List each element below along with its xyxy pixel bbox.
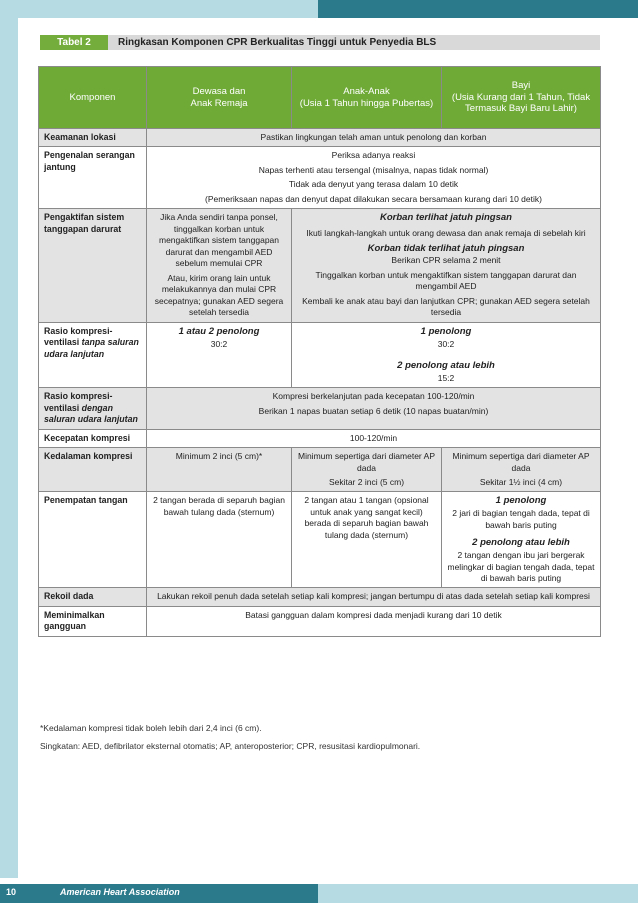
row-pengenalan xyxy=(39,147,601,209)
row-kedalaman-bayi: Minimum sepertiga dari diameter AP dada Sekitar 1½ inci (4 cm) xyxy=(442,448,601,492)
footer-bar xyxy=(0,884,638,903)
row-kedalaman-anak: Minimum sepertiga dari diameter AP dada Sekitar 2 inci (5 cm) xyxy=(292,448,442,492)
row-rasio-tanpa-anak-bayi: 1 penolong 30:2 2 penolong atau lebih 15:2 xyxy=(292,322,601,388)
row-meminimalkan xyxy=(39,606,601,636)
row-label: Meminimalkan gangguan xyxy=(39,606,147,636)
table-title-bar xyxy=(40,35,600,50)
row-keamanan xyxy=(39,129,601,147)
left-decorative-strip xyxy=(0,18,18,878)
row-pengaktifan-anak-bayi: Korban terlihat jatuh pingsan Ikuti langkah-langkah untuk orang dewasa dan anak remaja di sebelah kiri Korban tidak terlihat jatuh pingsan Berikan CPR selama 2 menit Tinggalkan korban untuk mengaktifkan sistem tanggapan darurat dan mengambil AED Kembali ke anak atau bayi dan lanjutkan CPR; gunakan AED segera setelah tersedia xyxy=(292,209,601,322)
row-rasio-tanpa-dewasa: 1 atau 2 penolong 30:2 xyxy=(147,322,292,388)
row-kedalaman xyxy=(39,448,601,492)
header-row xyxy=(39,67,601,129)
header-dewasa: Dewasa dan Anak Remaja xyxy=(147,67,292,129)
row-pengaktifan-dewasa: Jika Anda sendiri tanpa ponsel, tinggalkan korban untuk mengaktifkan sistem tanggapan darurat dan mengambil AED sebelum memulai CPR Atau, kirim orang lain untuk melakukannya dan mulai CPR secepatnya; gunakan AED segera setelah tersedia xyxy=(147,209,292,322)
row-label: Penempatan tangan xyxy=(39,492,147,588)
top-decorative-bar xyxy=(0,0,638,18)
row-label: Rekoil dada xyxy=(39,588,147,606)
publisher-name: American Heart Association xyxy=(60,887,180,897)
row-pengenalan-text: Periksa adanya reaksi Napas terhenti atau tersengal (misalnya, napas tidak normal) Tidak ada denyut yang terasa dalam 10 detik (Pemeriksaan napas dan denyut dapat dilakukan secara bersamaan kurang dari 10 detik) xyxy=(147,147,601,209)
row-label: Rasio kompresi-ventilasi tanpa saluran udara lanjutan xyxy=(39,322,147,388)
table-label: Tabel 2 xyxy=(40,35,108,50)
row-label: Keamanan lokasi xyxy=(39,129,147,147)
row-rasio-dengan xyxy=(39,388,601,429)
row-penempatan xyxy=(39,492,601,588)
row-rekoil-text: Lakukan rekoil penuh dada setelah setiap kali kompresi; jangan bertumpu di atas dada setelah setiap kali kompresi xyxy=(147,588,601,606)
row-label: Kecepatan kompresi xyxy=(39,429,147,447)
row-meminimalkan-text: Batasi gangguan dalam kompresi dada menjadi kurang dari 10 detik xyxy=(147,606,601,636)
row-keamanan-text: Pastikan lingkungan telah aman untuk penolong dan korban xyxy=(147,129,601,147)
row-penempatan-bayi: 1 penolong 2 jari di bagian tengah dada, tepat di bawah baris puting 2 penolong atau lebih 2 tangan dengan ibu jari bergerak melingkar di bagian tengah dada, tepat di bawah baris puting xyxy=(442,492,601,588)
header-anak: Anak-Anak (Usia 1 Tahun hingga Pubertas) xyxy=(292,67,442,129)
row-penempatan-anak: 2 tangan atau 1 tangan (opsional untuk anak yang sangat kecil) berada di separuh bagian bawah tulang dada (sternum) xyxy=(292,492,442,588)
footnote: *Kedalaman kompresi tidak boleh lebih dari 2,4 inci (6 cm). xyxy=(40,723,262,733)
row-rasio-tanpa xyxy=(39,322,601,388)
row-label: Pengaktifan sistem tanggapan darurat xyxy=(39,209,147,322)
row-rekoil xyxy=(39,588,601,606)
header-bayi: Bayi (Usia Kurang dari 1 Tahun, Tidak Termasuk Bayi Baru Lahir) xyxy=(442,67,601,129)
row-kedalaman-dewasa: Minimum 2 inci (5 cm)* xyxy=(147,448,292,492)
row-label: Rasio kompresi-ventilasi dengan saluran udara lanjutan xyxy=(39,388,147,429)
table-title: Ringkasan Komponen CPR Berkualitas Tinggi untuk Penyedia BLS xyxy=(118,37,437,48)
header-komponen: Komponen xyxy=(39,67,147,129)
abbreviations: Singkatan: AED, defibrilator eksternal otomatis; AP, anteroposterior; CPR, resusitasi kardiopulmonari. xyxy=(40,741,421,751)
row-label: Kedalaman kompresi xyxy=(39,448,147,492)
row-kecepatan xyxy=(39,429,601,447)
row-label: Pengenalan serangan jantung xyxy=(39,147,147,209)
page-number: 10 xyxy=(6,887,17,897)
row-kecepatan-text: 100-120/min xyxy=(147,429,601,447)
row-penempatan-dewasa: 2 tangan berada di separuh bagian bawah tulang dada (sternum) xyxy=(147,492,292,588)
row-pengaktifan xyxy=(39,209,601,322)
row-rasio-dengan-text: Kompresi berkelanjutan pada kecepatan 100-120/min Berikan 1 napas buatan setiap 6 detik (10 napas buatan/min) xyxy=(147,388,601,429)
cpr-summary-table xyxy=(38,66,601,637)
